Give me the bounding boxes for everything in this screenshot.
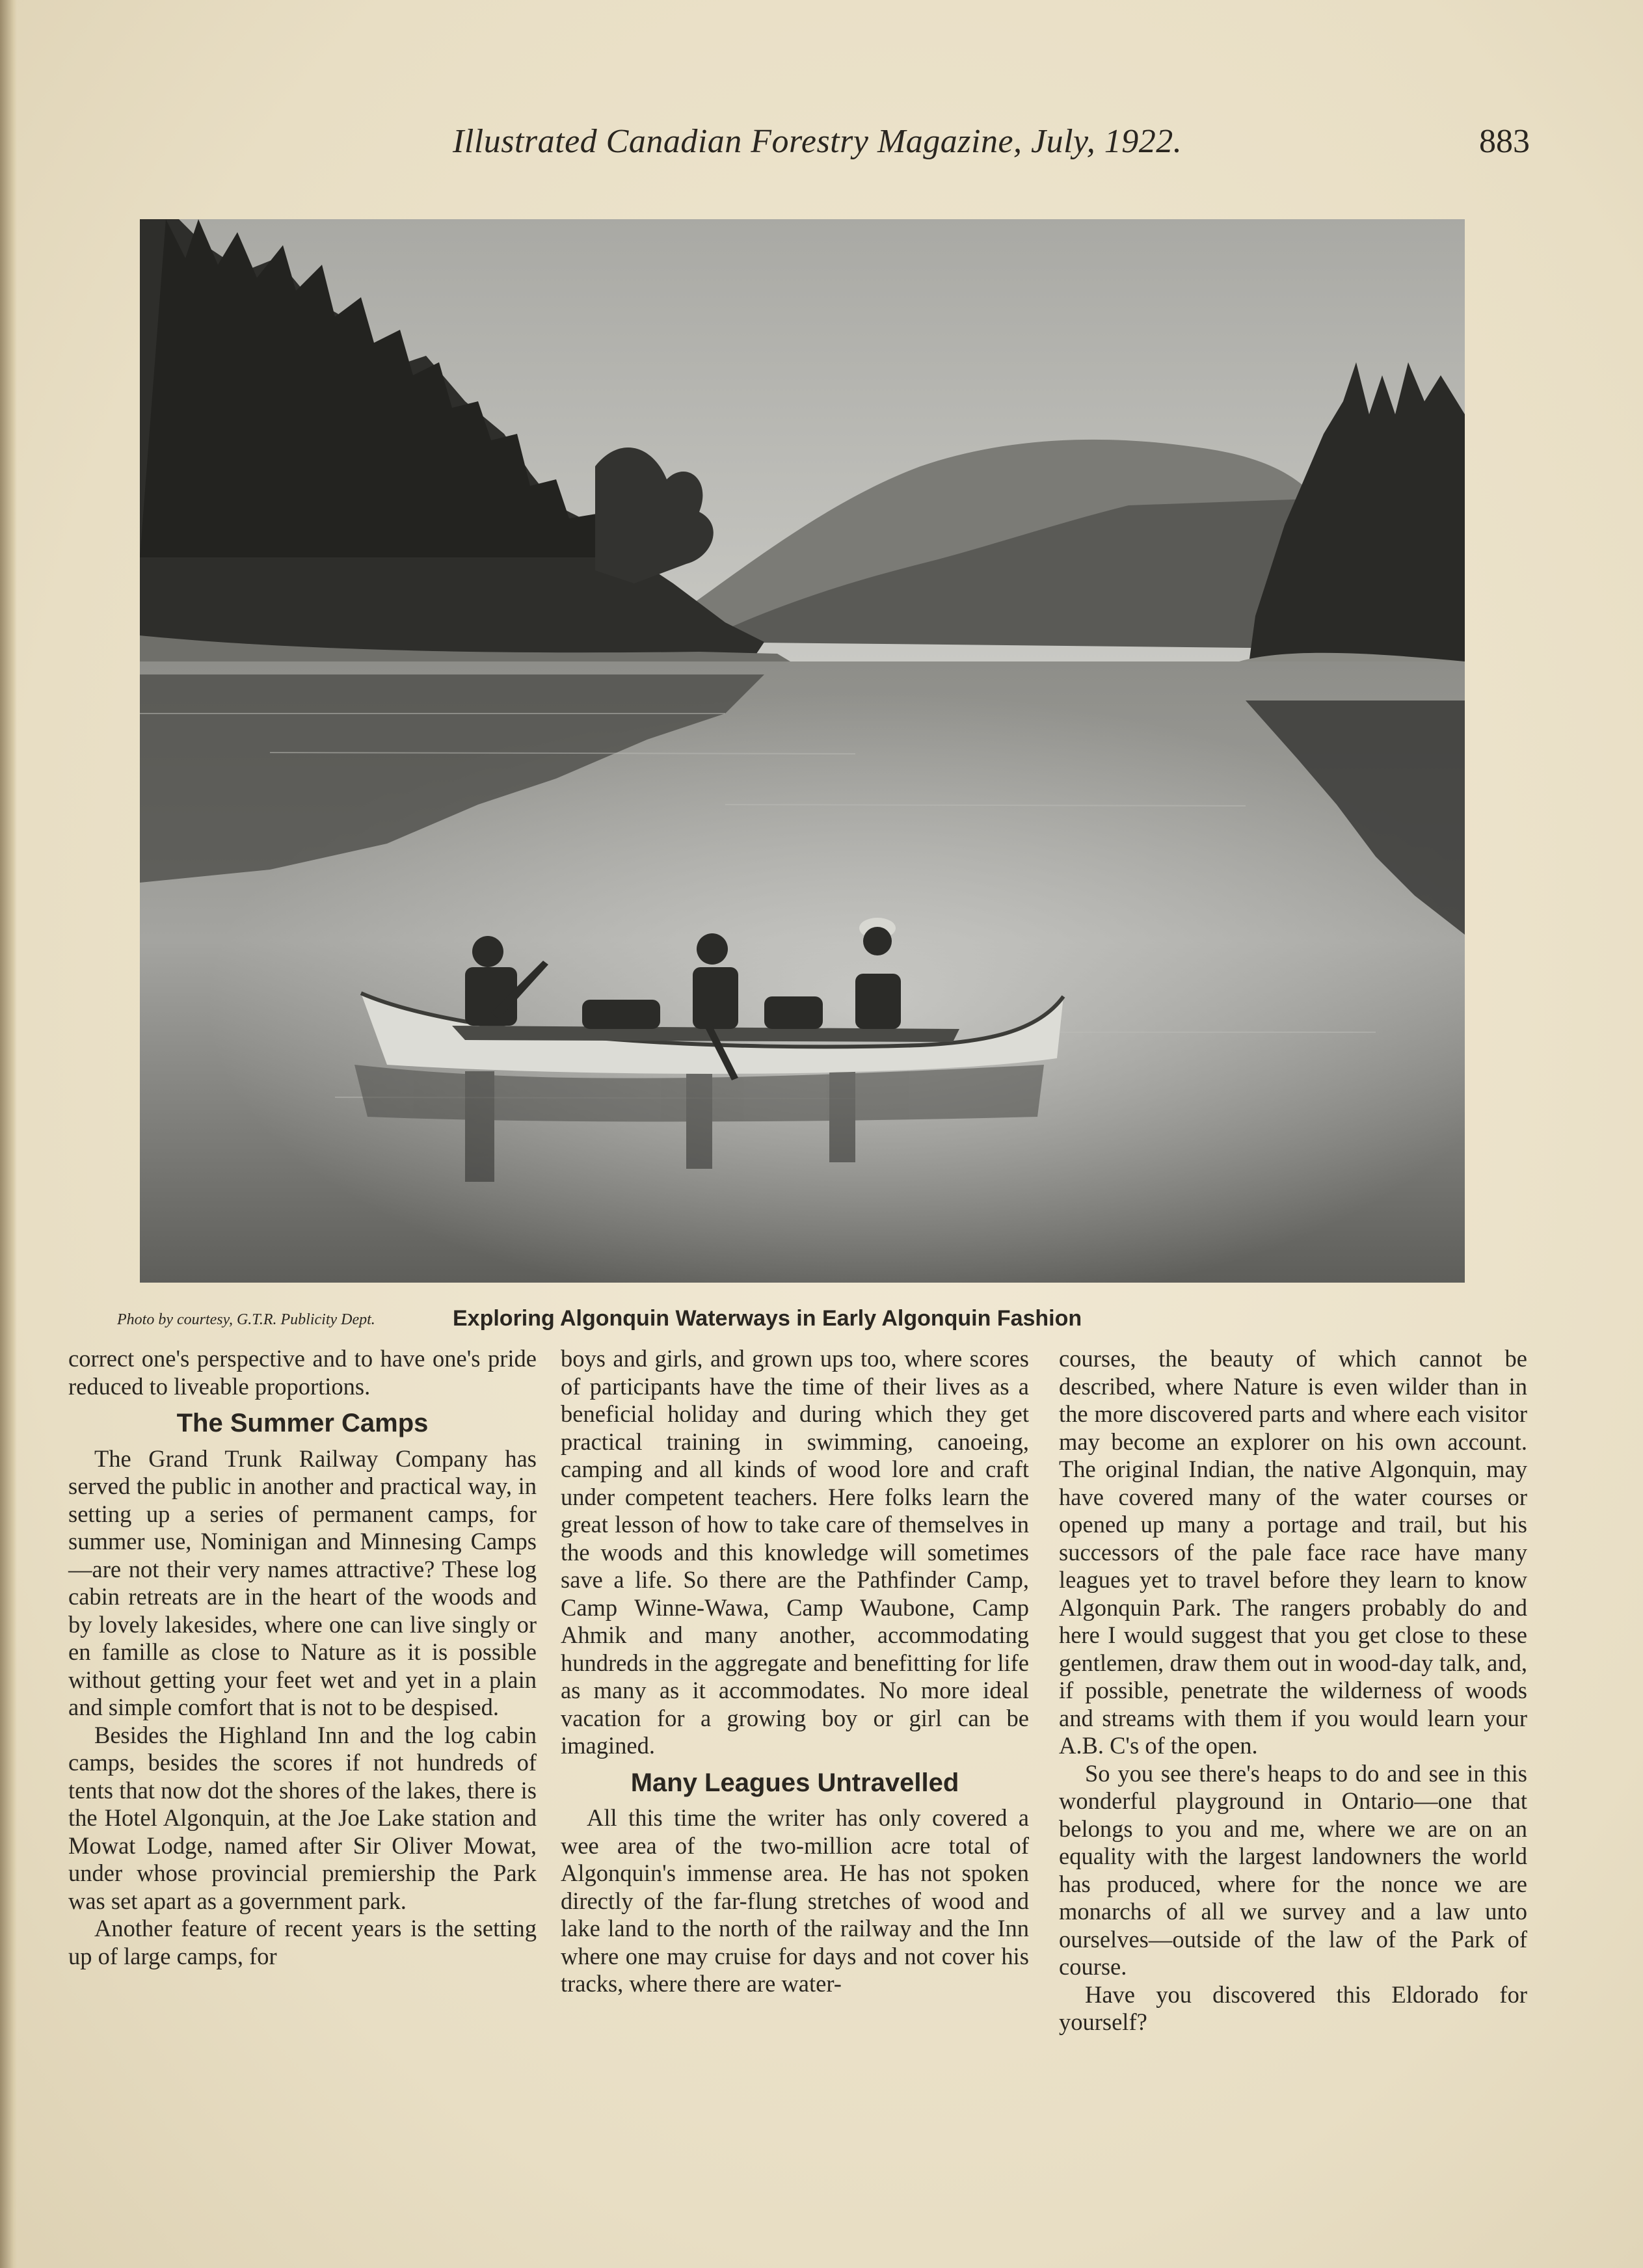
lake-canoe-photo <box>140 219 1465 1283</box>
paragraph: correct one's perspective and to have one's pride reduced to liveable proportions. <box>68 1345 537 1400</box>
photo-credit: Photo by courtesy, G.T.R. Publicity Dept. <box>117 1311 375 1328</box>
paragraph: Besides the Highland Inn and the log cabin camps, besides the scores if not hundreds of tents that now dot the shores of the lakes, there is the Hotel Algonquin, at the Joe Lake station and Mowat Lodge, named after Sir Oliver Mowat, under whose provincial premiership the Park was set apart as a government park. <box>68 1721 537 1914</box>
paragraph: courses, the beauty of which cannot be described, where Nature is even wilder than in the more discovered parts and where each visitor may become an explorer on his own account. The original Indian, the native Algonquin, may have covered many of the water courses or opened up many a portage and trail, but his successors of the pale face race have many leagues yet to travel before they learn to know Algonquin Park. The rangers probably do and here I would suggest that you get close to these gentlemen, draw them out in wood-day talk, and, if possible, penetrate the wilderness of woods and streams with them if you would learn your A.B. C's of the open. <box>1059 1345 1527 1759</box>
paragraph: Another feature of recent years is the setting up of large camps, for <box>68 1915 537 1969</box>
photo-caption <box>117 1306 1483 1339</box>
caption-title: Exploring Algonquin Waterways in Early Algonquin Fashion <box>453 1306 1082 1331</box>
magazine-title: Illustrated Canadian Forestry Magazine, July, 1922. <box>453 123 1182 160</box>
paragraph: The Grand Trunk Railway Company has served the public in another and practical way, in setting up a series of permanent camps, for summer use, Nominigan and Minnesing Camps —are not their very names attractive? These log cabin retreats are in the heart of the woods and by lovely lakesides, where one can live singly or en famille as close to Nature as it is possible without getting your feet wet and yet in a plain and simple comfort that is not to be despised. <box>68 1445 537 1720</box>
page-number: 883 <box>1479 123 1530 160</box>
article-column-2 <box>561 1345 1029 2184</box>
paragraph: So you see there's heaps to do and see in this wonderful playground in Ontario—one that belongs to you and me, where we are on an equality with the largest landowners the world has produced, where for the nonce we are monarchs of all we survey and a law unto ourselves—outside of the law of the Park of course. <box>1059 1759 1527 1980</box>
paragraph: Have you discovered this Eldorado for yourself? <box>1059 1981 1527 2035</box>
section-heading-many-leagues: Many Leagues Untravelled <box>630 1768 959 1797</box>
paragraph: All this time the writer has only covered a wee area of the two-million acre total of Algonquin's immense area. He has not spoken directly of the far-flung stretches of wood and lake land to the north of the railway and the Inn where one may cruise for days and not cover his tracks, where there are water- <box>561 1804 1029 1997</box>
article-column-3 <box>1059 1345 1527 2184</box>
running-header <box>390 122 1561 174</box>
section-heading-summer-camps: The Summer Camps <box>176 1409 429 1437</box>
binding-gutter <box>0 0 17 2268</box>
paragraph: boys and girls, and grown ups too, where scores of participants have the time of their lives as a beneficial holiday and during which they get practical training in swimming, canoeing, camping and all kinds of wood lore and craft under competent teachers. Here folks learn the great lesson of how to take care of themselves in the woods and this knowledge will sometimes save a life. So there are the Pathfinder Camp, Camp Winne-Wawa, Camp Waubone, Camp Ahmik and many another, accommodating hundreds in the aggregate and benefitting for life as many as it accommodates. No more ideal vacation for a growing boy or girl can be imagined. <box>561 1345 1029 1759</box>
article-column-1 <box>68 1345 537 2184</box>
